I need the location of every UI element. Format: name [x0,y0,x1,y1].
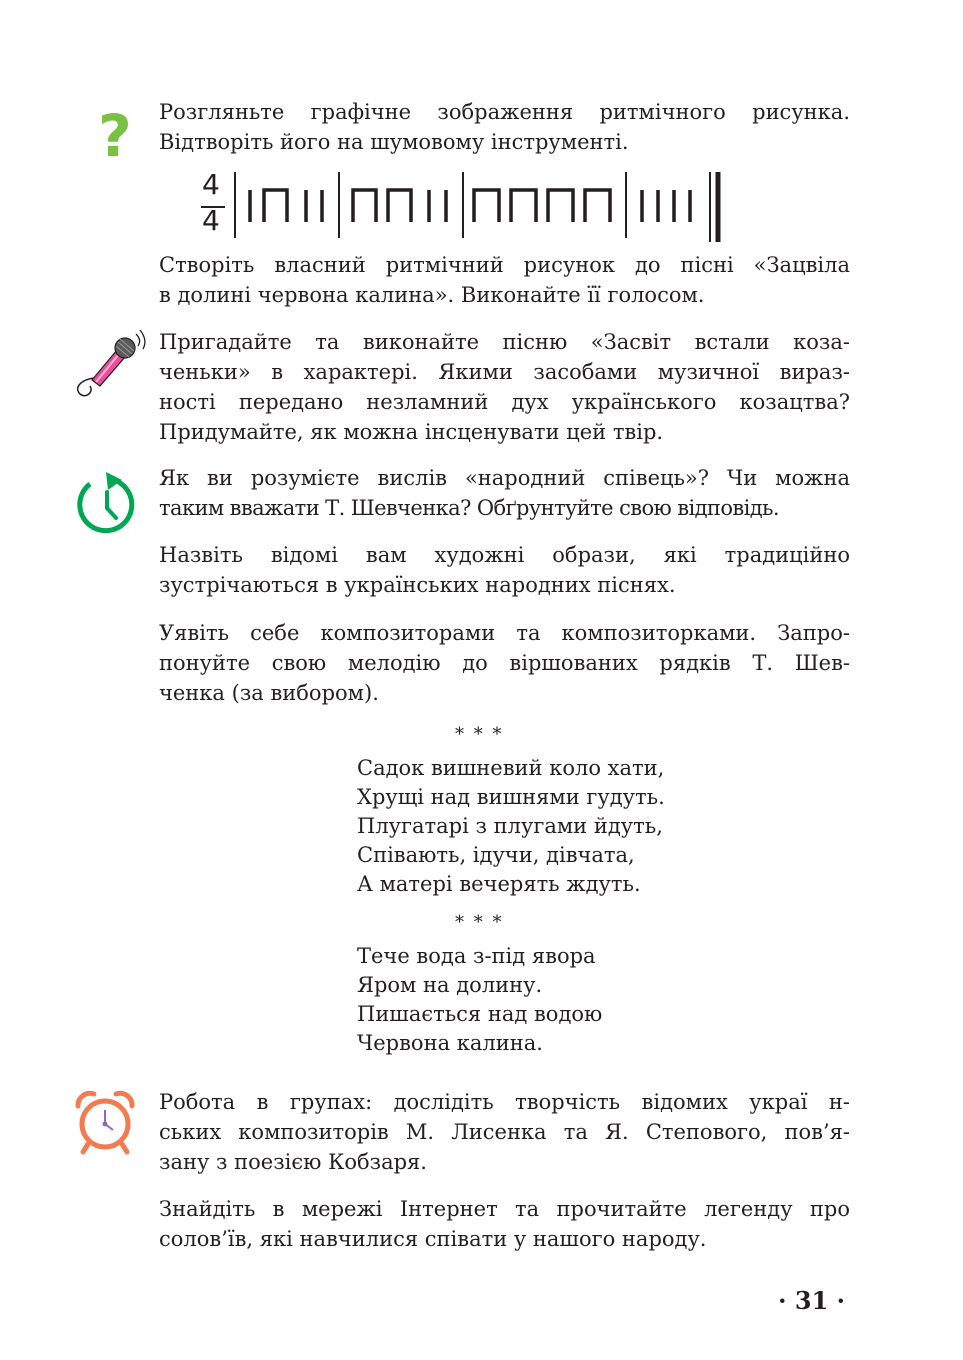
microphone-icon [72,328,150,404]
text-line: понуйте свою мелодію до віршованих рядків Т. Шев- [159,651,850,675]
text-line: Розгляньте графічне зображення ритмічного рисунка. [159,100,850,124]
text-line: ських композиторів М. Лисенка та Я. Степового, пов’я- [159,1120,850,1144]
task-2-text [159,250,850,310]
poem-line: Яром на долину. [357,973,543,997]
page-number: · 31 · [778,1286,845,1315]
question-icon [95,104,135,166]
poem-line: А матері вечерять ждуть. [357,872,641,896]
text-line: Уявіть себе композиторами та композиторками. Запро- [159,621,850,645]
poem-line: Співають, ідучи, дівчата, [357,843,635,867]
text-line: ченьки» в характері. Якими засобами музичної вираз- [159,360,850,384]
svg-text:?: ? [98,104,132,162]
task-7-text [159,1087,850,1177]
poem-line: Тече вода з-під явора [357,944,596,968]
text-line: Знайдіть в мережі Інтернет та прочитайте легенду про [159,1197,850,1221]
text-line: Створіть власний ритмічний рисунок до пісні «Зацвіла [159,253,850,277]
text-line: Як ви розумієте вислів «народний співець»? Чи можна [159,466,850,490]
alarm-clock-icon [72,1090,138,1160]
text-line: ності передано незламний дух українського козацтва? [159,390,850,414]
text-line: в долині червона калина». Виконайте її голосом. [159,283,705,307]
repeat-clock-icon [76,468,138,540]
text-line: зану з поезією Кобзаря. [159,1150,427,1174]
time-signature-bottom: 4 [202,204,220,237]
poem-1 [357,754,665,899]
task-1-text [159,97,850,157]
task-8-text [159,1194,850,1254]
text-line: зустрічаються в українських народних піснях. [159,573,676,597]
text-line: Придумайте, як можна інсценувати цей твір. [159,420,664,444]
text-line: таким вважати Т. Шевченка? Обґрунтуйте свою відповідь. [159,496,779,520]
poem-line: Пишається над водою [357,1002,603,1026]
text-line: Пригадайте та виконайте пісню «Засвіт встали коза- [159,330,850,354]
text-line: солов’їв, які навчилися співати у нашого народу. [159,1227,707,1251]
poem-line: Плугатарі з плугами йдуть, [357,814,663,838]
poem-2 [357,942,602,1058]
task-6-text [159,618,850,708]
text-line: Відтворіть його на шумовому інструменті. [159,130,629,154]
text-line: Назвіть відомі вам художні образи, які традиційно [159,543,850,567]
rhythm-notation [198,170,728,245]
task-4-text [159,463,850,523]
time-signature-top: 4 [202,168,220,201]
poem-line: Садок вишневий коло хати, [357,756,665,780]
task-5-text [159,540,850,600]
poem-line: Хрущі над вишнями гудуть. [357,785,665,809]
rhythm-pattern [198,170,728,245]
poem-line: Червона калина. [357,1031,543,1055]
text-line: Робота в групах: дослідіть творчість відомих украї н- [159,1090,850,1114]
task-3-text [159,327,850,447]
text-line: ченка (за вибором). [159,681,379,705]
poem-2-stars: * * * [455,912,504,933]
poem-1-stars: * * * [455,724,504,745]
